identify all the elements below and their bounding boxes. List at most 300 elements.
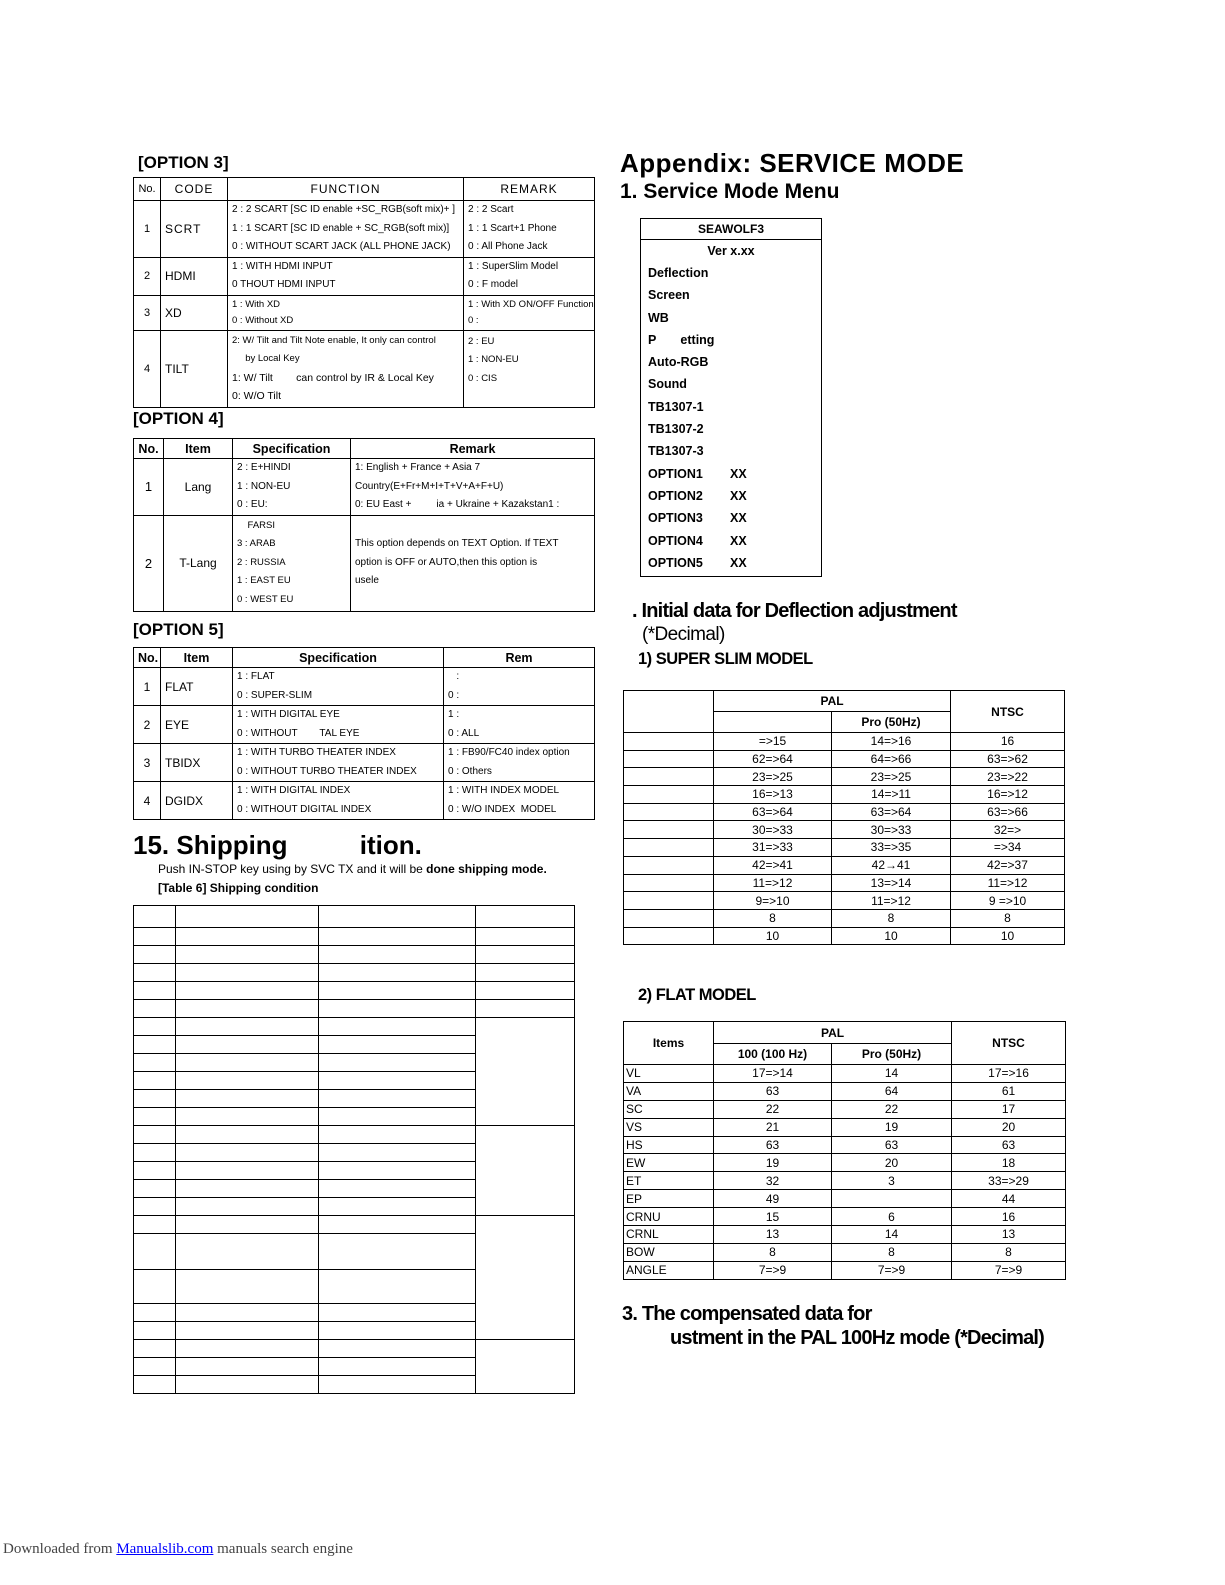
value-cell: 8 — [951, 909, 1065, 927]
spec-line: 1 : FLAT — [237, 671, 275, 682]
table-header-row — [134, 648, 595, 668]
row-remark — [464, 201, 595, 258]
table-row — [624, 750, 1065, 768]
spec-line: 1 : WITH DIGITAL EYE — [237, 709, 340, 720]
value-cell: 8 — [832, 909, 951, 927]
value-cell: 16 — [952, 1208, 1066, 1226]
function-line: by Local Key — [232, 353, 300, 364]
row-item: EYE — [161, 706, 233, 744]
remark-line: 1 : NON-EU — [468, 354, 519, 365]
option4-table — [133, 438, 595, 612]
table-row — [624, 874, 1065, 892]
menu-item-value: XX — [730, 466, 747, 481]
table-row — [134, 982, 575, 1000]
table-row — [134, 257, 595, 295]
option5-table — [133, 647, 595, 820]
row-remark — [464, 330, 595, 407]
menu-item — [648, 329, 821, 351]
table-row — [134, 1018, 575, 1036]
hz100-header: 100 (100 Hz) — [714, 1044, 832, 1065]
value-cell — [832, 1190, 952, 1208]
remark-line: 2 : EU — [468, 335, 495, 347]
item-cell: VS — [624, 1118, 714, 1136]
menu-item — [648, 351, 821, 373]
value-cell: 20 — [832, 1154, 952, 1172]
value-cell: 42→41 — [832, 856, 951, 874]
function-line: 1 : With XD — [232, 298, 281, 310]
table-row — [624, 839, 1065, 857]
value-cell: 16 — [951, 733, 1065, 751]
table-row — [624, 733, 1065, 751]
menu-item-value: XX — [730, 533, 747, 548]
row-no: 4 — [134, 782, 161, 820]
value-cell: 63 — [832, 1136, 952, 1154]
row-remark — [444, 744, 595, 782]
menu-item-label: P etting — [648, 332, 715, 347]
remark-line: Country(E+Fr+M+I+T+V+A+F+U) — [355, 480, 504, 492]
menu-item — [648, 552, 821, 574]
item-cell — [624, 803, 714, 821]
remark-line: : — [448, 671, 460, 682]
compensated-title: 3. The compensated data for — [622, 1303, 872, 1325]
table-row — [624, 768, 1065, 786]
row-spec — [233, 668, 444, 706]
value-cell: 8 — [952, 1243, 1066, 1261]
table-row — [134, 1340, 575, 1358]
menu-item-label: OPTION3 — [648, 511, 703, 526]
row-item: TBIDX — [161, 744, 233, 782]
table-row — [624, 927, 1065, 945]
remark-line: 1 : SuperSlim Model — [468, 260, 559, 272]
value-cell: 7=>9 — [952, 1261, 1066, 1279]
function-line: 0: W/O Tilt — [232, 390, 282, 402]
table-row — [624, 856, 1065, 874]
table-row — [624, 1154, 1066, 1172]
row-no: 4 — [134, 330, 161, 407]
row-remark — [464, 257, 595, 295]
table-row — [624, 1226, 1066, 1244]
table-row — [624, 1261, 1066, 1279]
spec-line: 1 : WITH TURBO THEATER INDEX — [237, 747, 396, 758]
menu-item-label: OPTION2 — [648, 488, 703, 503]
item-cell — [624, 786, 714, 804]
col-header: CODE — [161, 178, 228, 201]
row-no: 1 — [134, 459, 164, 516]
value-cell: 14=>16 — [832, 733, 951, 751]
value-cell: 13 — [714, 1226, 832, 1244]
value-cell: 16=>12 — [951, 786, 1065, 804]
value-cell: 11=>12 — [951, 874, 1065, 892]
slim-table — [623, 690, 1065, 945]
value-cell: 23=>25 — [714, 768, 832, 786]
pal-header: PAL — [714, 1022, 952, 1044]
table-row — [624, 1243, 1066, 1261]
row-remark — [351, 459, 595, 516]
table-row — [134, 744, 595, 782]
row-item: T-Lang — [164, 515, 233, 611]
spec-line: 0 : EU: — [237, 499, 268, 510]
spec-line: 2 : E+HINDI — [237, 462, 291, 473]
remark-line: 1 : With XD ON/OFF Function — [468, 298, 594, 310]
menu-head: SEAWOLF3 — [641, 219, 821, 240]
table-row — [134, 1126, 575, 1144]
value-cell: 42=>37 — [951, 856, 1065, 874]
menu-item — [648, 373, 821, 395]
slim-title: 1) SUPER SLIM MODEL — [638, 650, 813, 668]
table-row — [624, 1208, 1066, 1226]
menu-item — [648, 485, 821, 507]
value-cell: 18 — [952, 1154, 1066, 1172]
table-row — [134, 201, 595, 258]
table-row — [134, 782, 595, 820]
table-row — [624, 1065, 1066, 1083]
item-cell: CRNL — [624, 1226, 714, 1244]
row-no: 1 — [134, 668, 161, 706]
item-cell — [624, 750, 714, 768]
table-row — [624, 1082, 1066, 1100]
pro-header: Pro (50Hz) — [832, 712, 951, 733]
item-cell — [624, 821, 714, 839]
remark-line: 0 : W/O INDEX MODEL — [448, 803, 557, 815]
menu-item — [648, 463, 821, 485]
value-cell: 19 — [832, 1118, 952, 1136]
function-line: 2 : 2 SCART [SC ID enable +SC_RGB(soft mix)+ ] — [232, 204, 456, 215]
value-cell: 14=>11 — [832, 786, 951, 804]
menu-item — [648, 507, 821, 529]
col-header: REMARK — [464, 178, 595, 201]
menu-item-label: OPTION4 — [648, 533, 703, 548]
value-cell: 63=>64 — [832, 803, 951, 821]
value-cell: 23=>22 — [951, 768, 1065, 786]
menu-item-label: TB1307-2 — [648, 422, 704, 437]
value-cell: 64=>66 — [832, 750, 951, 768]
row-code: XD — [161, 295, 228, 330]
item-cell: HS — [624, 1136, 714, 1154]
menu-item-label: OPTION1 — [648, 466, 703, 481]
instruction-text: Push IN-STOP key using by SVC TX and it will be — [158, 862, 427, 876]
value-cell: 63 — [714, 1082, 832, 1100]
value-cell: 14 — [832, 1226, 952, 1244]
menu-item-value: XX — [730, 488, 747, 503]
blank-subheader — [714, 712, 832, 733]
item-cell — [624, 839, 714, 857]
item-cell: EP — [624, 1190, 714, 1208]
footer-text: manuals search engine — [213, 1541, 353, 1557]
value-cell: 21 — [714, 1118, 832, 1136]
row-remark — [444, 706, 595, 744]
row-item: FLAT — [161, 668, 233, 706]
row-spec — [233, 706, 444, 744]
remark-line: 2 : 2 Scart — [468, 204, 514, 215]
row-no: 3 — [134, 295, 161, 330]
row-no: 3 — [134, 744, 161, 782]
menu-item — [648, 530, 821, 552]
row-remark — [444, 782, 595, 820]
ntsc-header: NTSC — [952, 1022, 1066, 1065]
value-cell: 7=>9 — [714, 1261, 832, 1279]
menu-item-label: Deflection — [648, 266, 709, 280]
remark-line: 1: English + France + Asia 7 — [355, 462, 481, 473]
items-header: Items — [624, 1022, 714, 1065]
value-cell: 14 — [832, 1065, 952, 1083]
flat-table — [623, 1021, 1066, 1280]
table-row — [134, 964, 575, 982]
instruction-bold: done shipping mode. — [426, 862, 547, 876]
footer-text: Downloaded from — [3, 1541, 117, 1557]
compensated-subtitle: ustment in the PAL 100Hz mode (*Decimal) — [670, 1327, 1045, 1349]
table-header-row — [134, 439, 595, 459]
value-cell: 8 — [714, 909, 832, 927]
value-cell: 49 — [714, 1190, 832, 1208]
remark-line: 0 : — [468, 314, 479, 326]
option3-title: [OPTION 3] — [138, 153, 229, 172]
value-cell: 15 — [714, 1208, 832, 1226]
function-line: 2: W/ Tilt and Tilt Note enable, It only can control — [232, 334, 436, 346]
value-cell: 42=>41 — [714, 856, 832, 874]
shipping-table — [133, 905, 575, 1394]
value-cell: =>34 — [951, 839, 1065, 857]
table-row — [624, 1100, 1066, 1118]
function-line: 1 : 1 SCART [SC ID enable + SC_RGB(soft mix)] — [232, 222, 450, 234]
remark-line: 0 : F model — [468, 279, 519, 290]
row-code: TILT — [161, 330, 228, 407]
col-header: Item — [161, 648, 233, 668]
value-cell: 8 — [832, 1243, 952, 1261]
remark-line: 0 : All Phone Jack — [468, 241, 548, 252]
value-cell: 10 — [832, 927, 951, 945]
value-cell: 63=>64 — [714, 803, 832, 821]
table-row — [134, 1216, 575, 1234]
row-spec — [233, 744, 444, 782]
row-function — [228, 201, 464, 258]
value-cell: 63=>62 — [951, 750, 1065, 768]
spec-line: 0 : WITHOUT TAL EYE — [237, 727, 360, 739]
value-cell: 22 — [832, 1100, 952, 1118]
value-cell: 3 — [832, 1172, 952, 1190]
value-cell: 63=>66 — [951, 803, 1065, 821]
col-header: No. — [134, 439, 164, 459]
row-no: 2 — [134, 515, 164, 611]
table-row — [624, 1118, 1066, 1136]
value-cell: 20 — [952, 1118, 1066, 1136]
manualslib-link[interactable]: Manualslib.com — [116, 1541, 214, 1557]
remark-line: 0 : CIS — [468, 372, 498, 384]
remark-line: option is OFF or AUTO,then this option is — [355, 556, 538, 568]
item-cell — [624, 927, 714, 945]
spec-line: 1 : WITH DIGITAL INDEX — [237, 785, 351, 796]
value-cell: 9 =>10 — [951, 892, 1065, 910]
value-cell: 6 — [832, 1208, 952, 1226]
col-header: Remark — [351, 439, 595, 459]
blank-header — [624, 691, 714, 733]
shipping-title: 15. Shipping ition. — [133, 830, 422, 860]
value-cell: 31=>33 — [714, 839, 832, 857]
row-remark — [464, 295, 595, 330]
menu-item — [648, 284, 821, 306]
row-spec — [233, 515, 351, 611]
deflection-subtitle: (*Decimal) — [642, 624, 725, 645]
value-cell: 30=>33 — [714, 821, 832, 839]
item-cell: ET — [624, 1172, 714, 1190]
menu-item — [648, 396, 821, 418]
spec-line: 2 : RUSSIA — [237, 556, 286, 568]
spec-line: 3 : ARAB — [237, 538, 276, 550]
remark-line: 0 : Others — [448, 765, 492, 777]
footer — [3, 1541, 353, 1558]
item-cell: SC — [624, 1100, 714, 1118]
item-cell: ANGLE — [624, 1261, 714, 1279]
row-spec — [233, 459, 351, 516]
menu-item-value: XX — [730, 511, 747, 526]
value-cell: 33=>29 — [952, 1172, 1066, 1190]
row-no: 2 — [134, 706, 161, 744]
row-function — [228, 295, 464, 330]
menu-item — [648, 262, 821, 284]
table-row — [624, 1190, 1066, 1208]
table-row — [624, 821, 1065, 839]
table-row — [624, 786, 1065, 804]
spec-line: FARSI — [237, 519, 276, 531]
service-menu-box — [640, 218, 822, 577]
col-header: No. — [134, 178, 161, 201]
remark-line: This option depends on TEXT Option. If TEXT — [355, 538, 559, 550]
value-cell: 33=>35 — [832, 839, 951, 857]
table-header-row — [134, 178, 595, 201]
shipping-table-caption: [Table 6] Shipping condition — [158, 881, 319, 895]
table-row — [134, 330, 595, 407]
value-cell: 11=>12 — [832, 892, 951, 910]
value-cell: 17 — [952, 1100, 1066, 1118]
col-header: Item — [164, 439, 233, 459]
function-line: 0 : Without XD — [232, 314, 294, 326]
function-line: 0 THOUT HDMI INPUT — [232, 279, 336, 290]
table-row — [134, 459, 595, 516]
table-row — [624, 803, 1065, 821]
pro-header: Pro (50Hz) — [832, 1044, 952, 1065]
col-header: Rem — [444, 648, 595, 668]
remark-line: 0 : — [448, 689, 460, 701]
menu-item — [648, 418, 821, 440]
item-cell — [624, 909, 714, 927]
item-cell — [624, 768, 714, 786]
row-function — [228, 330, 464, 407]
row-remark — [351, 515, 595, 611]
menu-item-label: TB1307-3 — [648, 444, 704, 459]
value-cell: 17=>16 — [952, 1065, 1066, 1083]
menu-item-label: Sound — [648, 377, 687, 392]
table-row — [624, 892, 1065, 910]
table-row — [134, 946, 575, 964]
table-row — [624, 1136, 1066, 1154]
value-cell: 30=>33 — [832, 821, 951, 839]
value-cell: 10 — [714, 927, 832, 945]
table-row — [134, 515, 595, 611]
col-header: No. — [134, 648, 161, 668]
pal-header: PAL — [714, 691, 951, 712]
function-line: 0 : WITHOUT SCART JACK (ALL PHONE JACK) — [232, 241, 451, 252]
item-cell — [624, 892, 714, 910]
menu-item — [648, 307, 821, 329]
value-cell: =>15 — [714, 733, 832, 751]
value-cell: 8 — [714, 1243, 832, 1261]
remark-line: 1 : — [448, 709, 460, 720]
menu-item-label: TB1307-1 — [648, 399, 704, 414]
option4-title: [OPTION 4] — [133, 409, 224, 428]
spec-line: 1 : NON-EU — [237, 480, 291, 492]
value-cell: 63 — [952, 1136, 1066, 1154]
table-row — [134, 1000, 575, 1018]
col-header: Specification — [233, 648, 444, 668]
service-menu-title: 1. Service Mode Menu — [620, 180, 840, 203]
col-header: Specification — [233, 439, 351, 459]
flat-title: 2) FLAT MODEL — [638, 986, 756, 1004]
value-cell: 10 — [951, 927, 1065, 945]
row-no: 1 — [134, 201, 161, 258]
value-cell: 64 — [832, 1082, 952, 1100]
spec-line: 0 : SUPER-SLIM — [237, 689, 313, 701]
shipping-instruction — [158, 862, 547, 876]
row-item: DGIDX — [161, 782, 233, 820]
row-item: Lang — [164, 459, 233, 516]
spec-line: 0 : WITHOUT DIGITAL INDEX — [237, 803, 372, 815]
remark-line: 0 : ALL — [448, 727, 480, 739]
item-cell — [624, 733, 714, 751]
appendix-title: Appendix: SERVICE MODE — [620, 148, 965, 178]
table-row — [134, 928, 575, 946]
menu-item-label: WB — [648, 310, 669, 325]
ntsc-header: NTSC — [951, 691, 1065, 733]
menu-item-label: OPTION5 — [648, 555, 703, 570]
table-row — [134, 906, 575, 928]
table-row — [624, 909, 1065, 927]
table-row — [134, 668, 595, 706]
value-cell: 13 — [952, 1226, 1066, 1244]
table-row — [134, 295, 595, 330]
value-cell: 62=>64 — [714, 750, 832, 768]
menu-item-value: XX — [730, 555, 747, 570]
option5-title: [OPTION 5] — [133, 620, 224, 639]
value-cell: 44 — [952, 1190, 1066, 1208]
value-cell: 32 — [714, 1172, 832, 1190]
menu-item-label: Screen — [648, 288, 690, 303]
value-cell: 22 — [714, 1100, 832, 1118]
item-cell: CRNU — [624, 1208, 714, 1226]
item-cell: VA — [624, 1082, 714, 1100]
deflection-title: . Initial data for Deflection adjustment — [632, 600, 957, 622]
menu-list — [641, 262, 821, 574]
value-cell: 61 — [952, 1082, 1066, 1100]
option3-table — [133, 177, 595, 408]
row-remark — [444, 668, 595, 706]
menu-item — [648, 440, 821, 462]
value-cell: 19 — [714, 1154, 832, 1172]
function-line: 1: W/ Tilt can control by IR & Local Key — [232, 371, 434, 384]
row-function — [228, 257, 464, 295]
value-cell: 17=>14 — [714, 1065, 832, 1083]
row-code: HDMI — [161, 257, 228, 295]
value-cell: 32=> — [951, 821, 1065, 839]
table-row — [624, 1172, 1066, 1190]
col-header: FUNCTION — [228, 178, 464, 201]
spec-line: 1 : EAST EU — [237, 575, 291, 587]
table-header-row — [624, 691, 1065, 712]
menu-item-label: Auto-RGB — [648, 355, 709, 370]
item-cell — [624, 856, 714, 874]
value-cell: 7=>9 — [832, 1261, 952, 1279]
remark-line: 1 : WITH INDEX MODEL — [448, 785, 560, 796]
menu-version: Ver x.xx — [707, 244, 755, 258]
value-cell: 9=>10 — [714, 892, 832, 910]
